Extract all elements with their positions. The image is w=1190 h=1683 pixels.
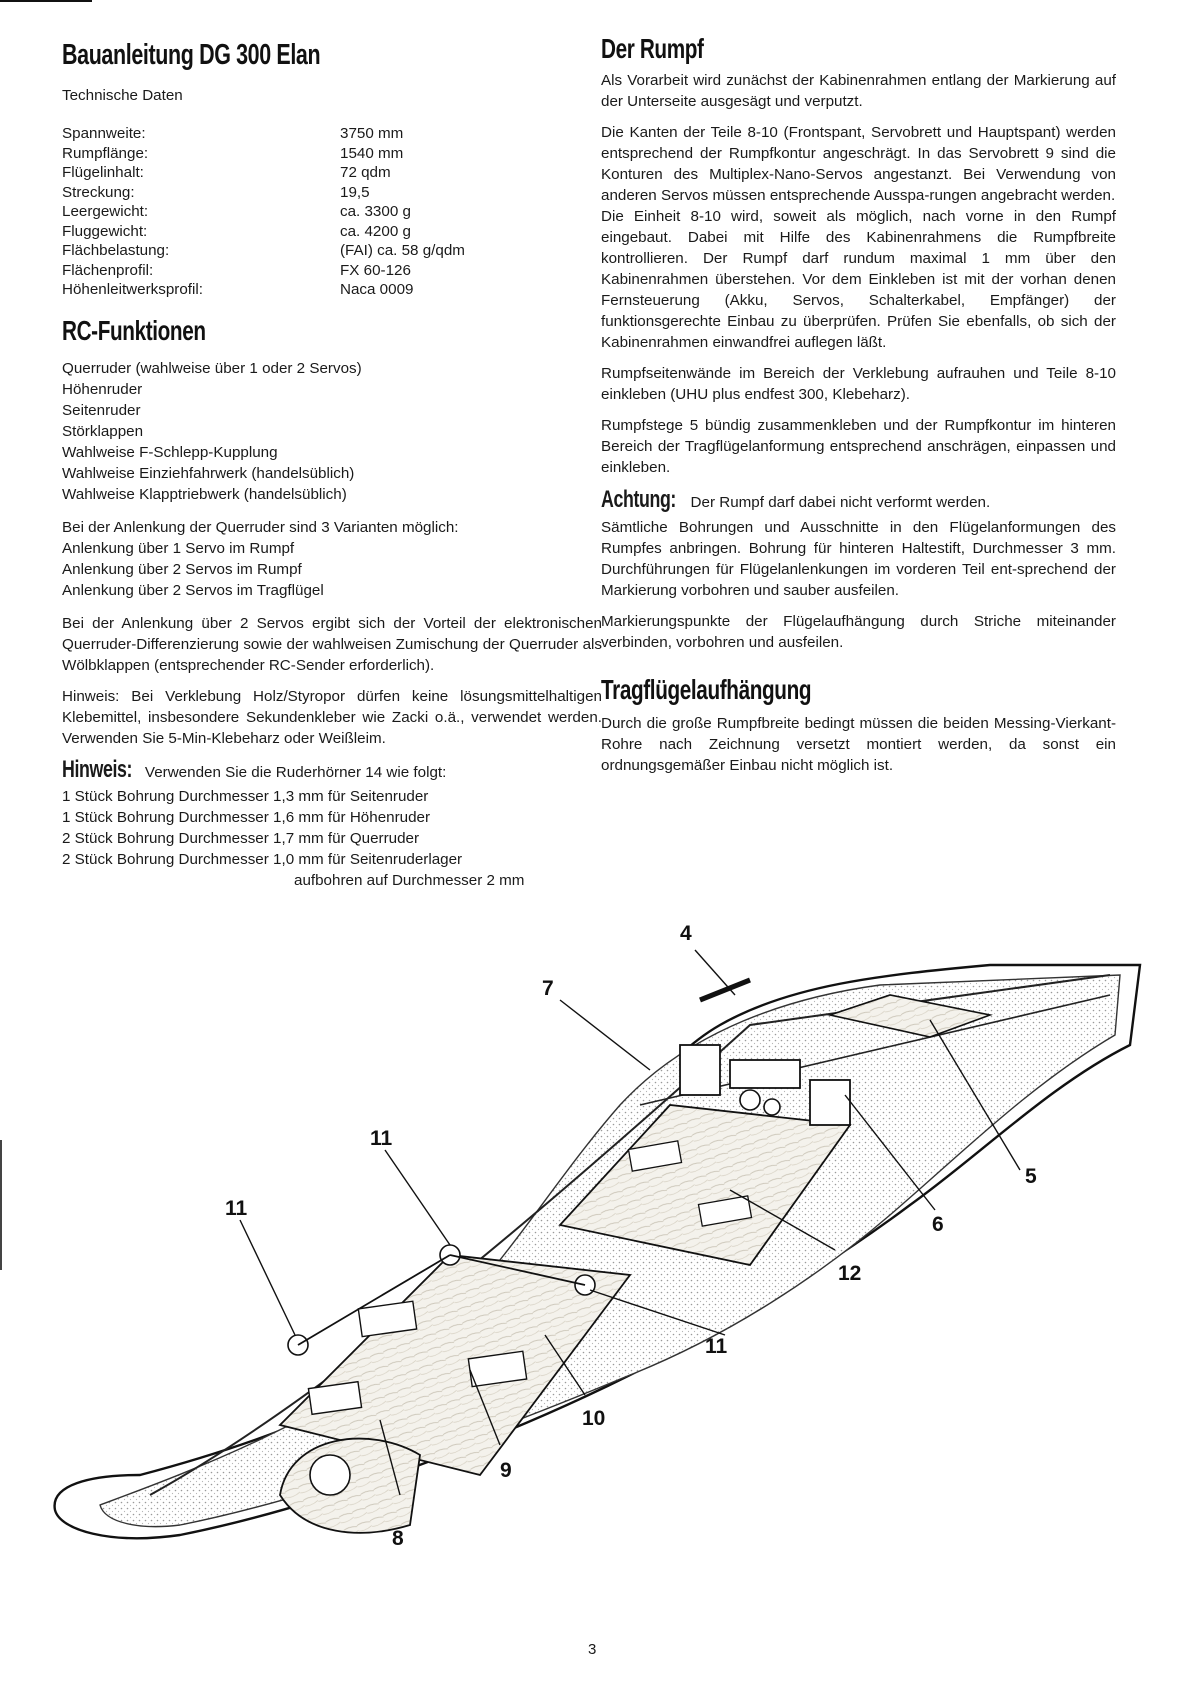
spec-value: 72 qdm bbox=[340, 164, 391, 181]
list-item: Höhenruder bbox=[62, 380, 143, 398]
paragraph: Als Vorarbeit wird zunächst der Kabinenrahmen entlang der Markierung auf der Unterseite ausgesägt und verputzt. bbox=[601, 72, 1116, 110]
servo-block bbox=[680, 1045, 720, 1095]
hinweis-label: Hinweis: bbox=[62, 755, 133, 783]
ruderhorn-list bbox=[62, 786, 602, 891]
callout-11: 11 bbox=[370, 1127, 393, 1150]
spec-label: Flächenprofil: bbox=[62, 261, 154, 279]
achtung-label: Achtung: bbox=[601, 486, 676, 513]
spec-value: 1540 mm bbox=[340, 144, 404, 162]
spec-value: ca. 3300 g bbox=[340, 203, 411, 220]
anlenkung-intro: Bei der Anlenkung der Querruder sind 3 Varianten möglich: bbox=[62, 518, 459, 536]
paragraph: Durch die große Rumpfbreite bedingt müssen die beiden Messing-Vierkant-Rohre nach Zeichnung versetzt montiert werden, da sonst ein ordnungsgemäßer Einbau nicht möglich ist. bbox=[601, 715, 1116, 774]
hinweis-line bbox=[62, 757, 602, 786]
callout-10: 10 bbox=[582, 1407, 606, 1430]
tech-heading: Technische Daten bbox=[62, 87, 183, 104]
achtung-line bbox=[601, 486, 1116, 517]
spec-label: Höhenleitwerksprofil: bbox=[62, 281, 203, 298]
spec-value: FX 60-126 bbox=[340, 261, 411, 279]
spec-table bbox=[62, 124, 602, 300]
list-item: Seitenruder bbox=[62, 401, 141, 419]
rc-list bbox=[62, 358, 602, 505]
spec-value: ca. 4200 g bbox=[340, 222, 411, 240]
list-item: Anlenkung über 2 Servos im Rumpf bbox=[62, 560, 302, 578]
left-column bbox=[62, 38, 602, 891]
list-item: Störklappen bbox=[62, 422, 144, 440]
page-number: 3 bbox=[588, 1641, 597, 1658]
callout-6: 6 bbox=[932, 1213, 944, 1236]
spec-label: Leergewicht: bbox=[62, 203, 149, 220]
margin-mark bbox=[0, 1140, 2, 1270]
list-item: 1 Stück Bohrung Durchmesser 1,6 mm für Höhenruder bbox=[62, 808, 431, 826]
page-title: Bauanleitung DG 300 Elan bbox=[62, 39, 321, 71]
fuselage-cutaway-drawing bbox=[30, 922, 1160, 1575]
spec-label: Spannweite: bbox=[62, 125, 146, 142]
list-item: Anlenkung über 2 Servos im Tragflügel bbox=[62, 581, 324, 599]
paragraph: Rumpfstege 5 bündig zusammenkleben und der Rumpfkontur im hinteren Bereich der Tragflügelanformung entsprechend anschrägen, einpassen und einkleben. bbox=[601, 417, 1116, 476]
callout-8: 8 bbox=[392, 1527, 404, 1550]
fuselage-inner-skin bbox=[100, 975, 1120, 1527]
spec-value: 3750 mm bbox=[340, 125, 404, 142]
spec-label: Flügelinhalt: bbox=[62, 164, 144, 181]
callout-12: 12 bbox=[838, 1262, 862, 1285]
spec-label: Rumpflänge: bbox=[62, 144, 149, 162]
paragraph: Markierungspunkte der Flügelaufhängung durch Striche miteinander verbinden, vorbohren und ausfeilen. bbox=[601, 613, 1116, 651]
spec-value: Naca 0009 bbox=[340, 281, 414, 298]
hinweis-text: Verwenden Sie die Ruderhörner 14 wie folgt: bbox=[144, 763, 447, 781]
achtung-text: Der Rumpf darf dabei nicht verformt werden. bbox=[690, 494, 991, 511]
callout-11: 11 bbox=[705, 1335, 728, 1358]
paragraph-hinweis: Hinweis: Bei Verklebung Holz/Styropor dürfen keine lösungsmittelhaltigen Klebemittel, insbesondere Sekundenkleber wie Zacki o.ä., verwendet werden. Verwenden Sie 5-Min-Klebeharz oder Weißleim. bbox=[62, 687, 602, 747]
list-item: Wahlweise Einziehfahrwerk (handelsüblich) bbox=[62, 464, 355, 482]
paragraph: Rumpfseitenwände im Bereich der Verklebung aufrauhen und Teile 8-10 einkleben (UHU plus endfest 300, Klebeharz). bbox=[601, 365, 1116, 403]
list-item: Anlenkung über 1 Servo im Rumpf bbox=[62, 539, 295, 557]
spec-value: 19,5 bbox=[340, 183, 370, 201]
list-item: Wahlweise F-Schlepp-Kupplung bbox=[62, 443, 278, 461]
list-item: Wahlweise Klapptriebwerk (handelsüblich) bbox=[62, 485, 347, 503]
anlenkung-list bbox=[62, 517, 602, 601]
callout-5: 5 bbox=[1025, 1165, 1037, 1188]
spec-label: Flächbelastung: bbox=[62, 242, 170, 259]
paragraph-vorteil: Bei der Anlenkung über 2 Servos ergibt sich der Vorteil der elektronischen Querruder-Differenzierung sowie der wahlweisen Zumischung der Querruder als Wölbklappen (entsprechender RC-Sender erforderlich). bbox=[62, 614, 602, 674]
callout-4: 4 bbox=[680, 922, 692, 945]
spec-value: (FAI) ca. 58 g/qdm bbox=[340, 242, 465, 259]
section-heading-rumpf: Der Rumpf bbox=[601, 33, 704, 64]
rc-heading: RC-Funktionen bbox=[62, 314, 206, 346]
spec-label: Streckung: bbox=[62, 183, 135, 201]
list-item-continuation: aufbohren auf Durchmesser 2 mm bbox=[294, 871, 525, 889]
list-item: 2 Stück Bohrung Durchmesser 1,0 mm für Seitenruderlager bbox=[62, 850, 463, 868]
list-item: Querruder (wahlweise über 1 oder 2 Servos) bbox=[62, 359, 362, 377]
top-rule bbox=[0, 0, 92, 2]
section-heading-tragfluegel: Tragflügelaufhängung bbox=[601, 674, 812, 705]
callout-9: 9 bbox=[500, 1459, 512, 1482]
paragraph: Die Einheit 8-10 wird, soweit als möglich, nach vorne in den Rumpf eingebaut. Dabei mit Hilfe des Kabinenrahmens die Rumpfbreite kontrollieren. Der Rumpf darf rundum maximal 1 mm über den Kabinenrahmen überstehen. Vor dem Einkleben ist mit der vorhan denen Fernsteuerung (Akku, Servos, Schalterkabel, Empfänger) der funktionsgerechte Einbau zu überprüfen. Prüfen Sie ebenfalls, ob sich der Kabinenrahmen einwandfrei auflegen läßt. bbox=[601, 208, 1116, 351]
list-item: 1 Stück Bohrung Durchmesser 1,3 mm für Seitenruder bbox=[62, 787, 429, 805]
spec-label: Fluggewicht: bbox=[62, 222, 148, 240]
right-column bbox=[601, 32, 1116, 776]
callout-11: 11 bbox=[225, 1197, 248, 1220]
callout-7: 7 bbox=[542, 977, 554, 1000]
list-item: 2 Stück Bohrung Durchmesser 1,7 mm für Querruder bbox=[62, 829, 420, 847]
paragraph: Sämtliche Bohrungen und Ausschnitte in den Flügelanformungen des Rumpfes anbringen. Bohrung für hinteren Haltestift, Durchmesser 3 mm. Durchführungen für Flügelanlenkungen im vorderen Teil ent-sprechend der Markierung vorbohren und sauber ausfeilen. bbox=[601, 519, 1116, 599]
paragraph: Die Kanten der Teile 8-10 (Frontspant, Servobrett und Hauptspant) werden entsprechend der Rumpfkontur angeschrägt. In das Servobrett 9 sind die Konturen des Multiplex-Nano-Servos angestanzt. Bei Verwendung von anderen Servos müssen entsprechende Ausspa-rungen angebracht werden. bbox=[601, 124, 1116, 204]
